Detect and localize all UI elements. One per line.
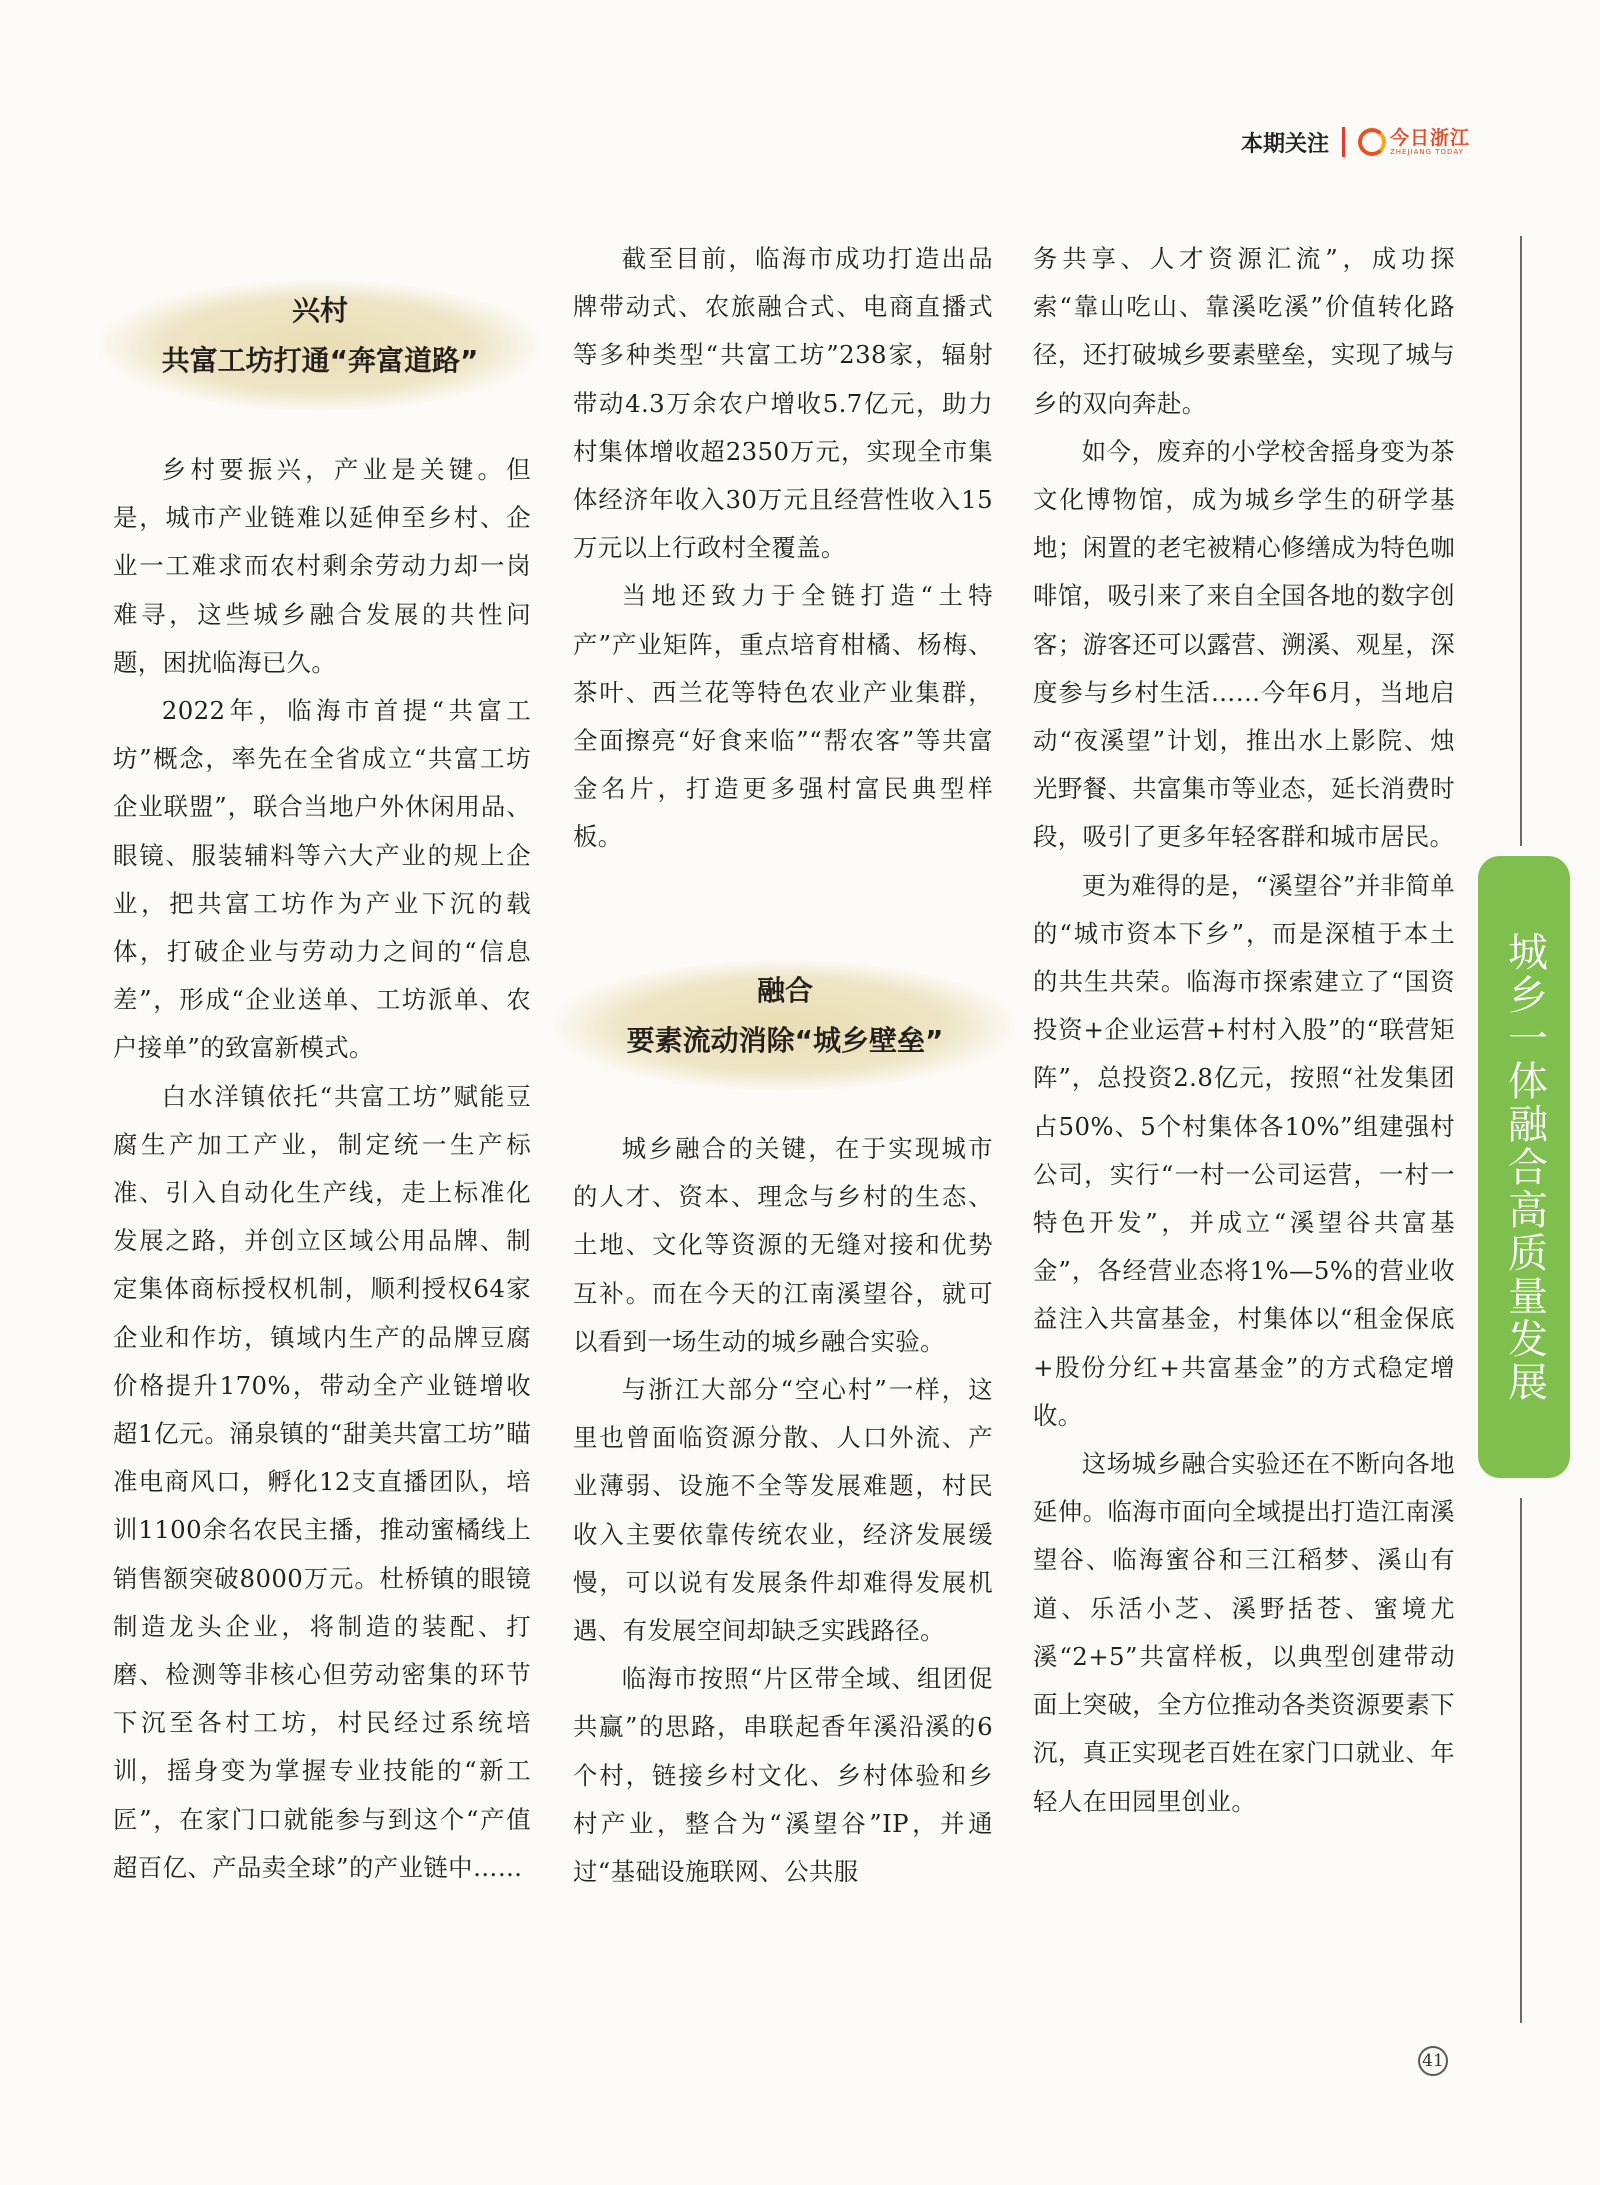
article-column-2-lower — [573, 1125, 993, 1896]
article-column-1 — [113, 446, 531, 1892]
magazine-logo — [1358, 128, 1470, 156]
paragraph: 白水洋镇依托“共富工坊”赋能豆腐生产加工产业，制定统一生产标准、引入自动化生产线，走上标准化发展之路，并创立区域公用品牌、制定集体商标授权机制，顺利授权64家企业和作坊，镇域内生产的品牌豆腐价格提升170%，带动全产业链增收超1亿元。涌泉镇的“甜美共富工坊”瞄准电商风口，孵化12支直播团队，培训1100余名农民主播，推动蜜橘线上销售额突破8000万元。杜桥镇的眼镜制造龙头企业，将制造的装配、打磨、检测等非核心但劳动密集的环节下沉至各村工坊，村民经过系统培训，摇身变为掌握专业技能的“新工匠”，在家门口就能参与到这个“产值超百亿、产品卖全球”的产业链中…… — [113, 1081, 531, 1882]
side-tab-label: 城乡一体融合高质量发展 — [1501, 930, 1548, 1404]
paragraph: 如今，废弃的小学校舍摇身变为茶文化博物馆，成为城乡学生的研学基地；闲置的老宅被精心修缮成为特色咖啡馆，吸引来了来自全国各地的数字创客；游客还可以露营、溯溪、观星，深度参与乡村生活……今年6月，当地启动“夜溪望”计划，推出水上影院、烛光野餐、共富集市等业态，延长消费时段，吸引了更多年轻客群和城市居民。 — [1033, 436, 1455, 852]
paragraph: 更为难得的是，“溪望谷”并非简单的“城市资本下乡”，而是深植于本土的共生共荣。临海市探索建立了“国资投资+企业运营+村村入股”的“联营矩阵”，总投资2.8亿元，按照“社发集团占50%、5个村集体各10%”组建强村公司，实行“一村一公司运营，一村一特色开发”，并成立“溪望谷共富基金”，各经营业态将1%—5%的营业收益注入共富基金，村集体以“租金保底+股份分红+共富基金”的方式稳定增收。 — [1033, 870, 1455, 1430]
section-kicker: 融合 — [756, 974, 813, 1007]
paragraph: 城乡融合的关键，在于实现城市的人才、资本、理念与乡村的生态、土地、文化等资源的无缝对接和优势互补。而在今天的江南溪望谷，就可以看到一场生动的城乡融合实验。 — [573, 1134, 993, 1356]
section-label: 本期关注 — [1240, 131, 1329, 157]
section-title: 要素流动消除“城乡壁垒” — [626, 1024, 944, 1057]
section-heading-2 — [555, 960, 1015, 1091]
side-tab — [1478, 856, 1570, 1478]
paragraph: 这场城乡融合实验还在不断向各地延伸。临海市面向全域提出打造江南溪望谷、临海蜜谷和三江稻梦、溪山有道、乐活小芝、溪野括苍、蜜境尤溪“2+5”共富样板，以典型创建带动面上突破，全方位推动各类资源要素下沉，真正实现老百姓在家门口就业、年轻人在田园里创业。 — [1033, 1449, 1455, 1816]
paragraph: 务共享、人才资源汇流”，成功探索“靠山吃山、靠溪吃溪”价值转化路径，还打破城乡要素壁垒，实现了城与乡的双向奔赴。 — [1033, 244, 1455, 418]
margin-rule-top — [1520, 236, 1522, 846]
section-title: 共富工坊打通“奔富道路” — [161, 344, 479, 377]
paragraph: 当地还致力于全链打造“土特产”产业矩阵，重点培育柑橘、杨梅、茶叶、西兰花等特色农业产业集群，全面擦亮“好食来临”“帮农客”等共富金名片，打造更多强村富民典型样板。 — [573, 581, 993, 852]
header-divider — [1342, 127, 1345, 157]
page-header — [1241, 112, 1470, 172]
margin-rule-bottom — [1520, 1498, 1522, 2023]
logo-text-en: ZHEJIANG TODAY — [1389, 148, 1464, 156]
article-column-3 — [1033, 235, 1455, 1826]
paragraph: 临海市按照“片区带全域、组团促共赢”的思路，串联起香年溪沿溪的6个村，链接乡村文化、乡村体验和乡村产业，整合为“溪望谷”IP，并通过“基础设施联网、公共服 — [573, 1664, 993, 1887]
paragraph: 与浙江大部分“空心村”一样，这里也曾面临资源分散、人口外流、产业薄弱、设施不全等发展难题，村民收入主要依靠传统农业，经济发展缓慢，可以说有发展条件却难得发展机遇、有发展空间却缺乏实践路径。 — [573, 1375, 993, 1646]
paragraph: 截至目前，临海市成功打造出品牌带动式、农旅融合式、电商直播式等多种类型“共富工坊”238家，辐射带动4.3万余农户增收5.7亿元，助力村集体增收超2350万元，实现全市集体经济年收入30万元且经营性收入15万元以上行政村全覆盖。 — [573, 244, 993, 563]
logo-text-cn: 今日浙江 — [1389, 127, 1470, 149]
paragraph: 2022年，临海市首提“共富工坊”概念，率先在全省成立“共富工坊企业联盟”，联合当地户外休闲用品、眼镜、服装辅料等六大产业的规上企业，把共富工坊作为产业下沉的载体，打破企业与劳动力之间的“信息差”，形成“企业送单、工坊派单、农户接单”的致富新模式。 — [113, 696, 531, 1063]
paragraph: 乡村要振兴，产业是关键。但是，城市产业链难以延伸至乡村、企业一工难求而农村剩余劳动力却一岗难寻，这些城乡融合发展的共性问题，困扰临海已久。 — [113, 455, 531, 677]
section-kicker: 兴村 — [291, 294, 348, 327]
logo-icon — [1358, 128, 1386, 156]
article-column-2 — [573, 235, 993, 862]
page-number: 41 — [1418, 2046, 1448, 2076]
section-heading-1 — [100, 280, 540, 411]
